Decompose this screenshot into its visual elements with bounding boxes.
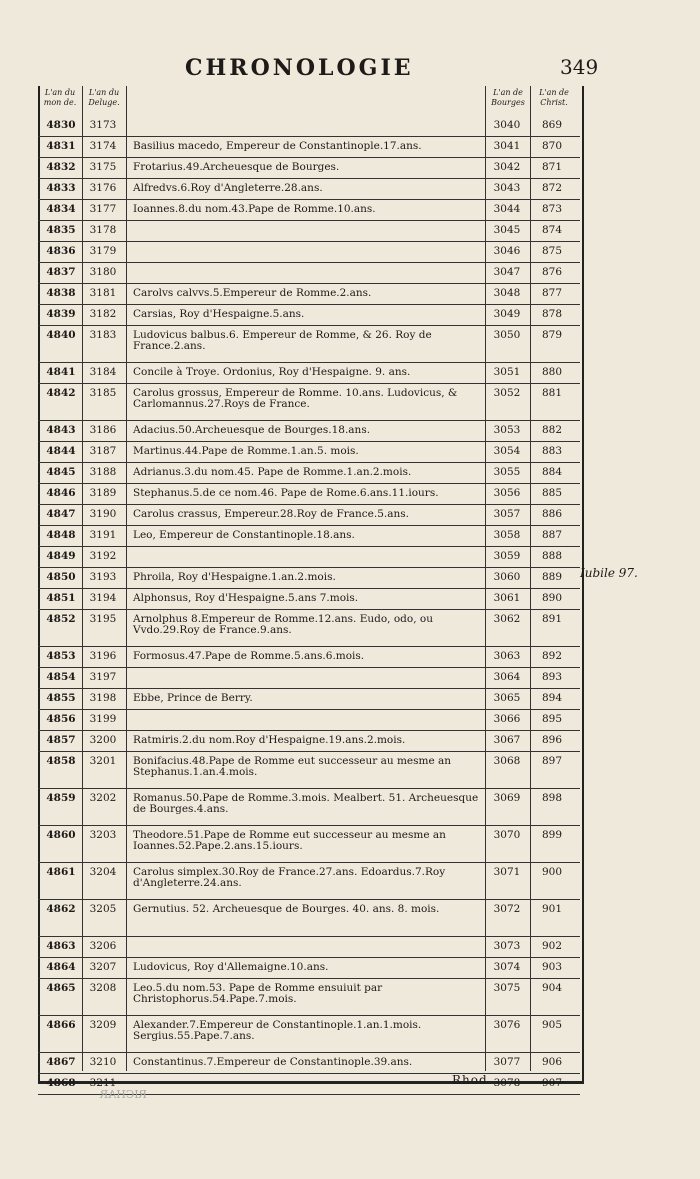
year-bourges-cell: 3056 [493,487,521,499]
year-bourges-cell: 3059 [493,550,521,562]
year-christ-cell: 906 [541,1056,563,1068]
table-row [38,200,580,221]
year-bourges-cell: 3077 [493,1056,521,1068]
event-cell: Martinus.44.Pape de Romme.1.an.5. mois. [133,445,359,457]
year-deluge-cell: 3195 [89,613,117,625]
event-cell: Formosus.47.Pape de Romme.5.ans.6.mois. [133,650,365,662]
event-cell: Carolus crassus, Empereur.28.Roy de France.5.ans. [133,508,409,520]
header-year-world: L'an du mon de. [43,88,77,107]
table-row [38,900,580,937]
year-christ-cell: 907 [541,1077,563,1089]
year-deluge-cell: 3196 [89,650,117,662]
header-year-deluge: L'an du Deluge. [88,88,120,107]
year-christ-cell: 873 [541,203,563,215]
event-cell: Carolus simplex.30.Roy de France.27.ans. Edoardus.7.Roy d'Angleterre.24.ans. [133,866,446,889]
year-christ-cell: 891 [541,613,563,625]
year-christ-cell: 895 [541,713,563,725]
year-world-cell: 4848 [46,529,76,541]
year-christ-cell: 898 [541,792,563,804]
year-bourges-cell: 3065 [493,692,521,704]
year-bourges-cell: 3044 [493,203,521,215]
table-row [38,647,580,668]
year-christ-cell: 894 [541,692,563,704]
event-cell: Bonifacius.48.Pape de Romme eut successeur au mesme an Stephanus.1.an.4.mois. [133,755,452,778]
year-christ-cell: 897 [541,755,563,767]
catchword: Rhod [452,1073,488,1087]
table-row [38,752,580,789]
table-row [38,463,580,484]
year-bourges-cell: 3040 [493,119,521,131]
table-row [38,221,580,242]
year-christ-cell: 904 [541,982,563,994]
year-deluge-cell: 3193 [89,571,117,583]
year-deluge-cell: 3189 [89,487,117,499]
table-row [38,284,580,305]
event-cell: Phroila, Roy d'Hespaigne.1.an.2.mois. [133,571,336,583]
year-deluge-cell: 3203 [89,829,117,841]
year-deluge-cell: 3179 [89,245,117,257]
year-deluge-cell: 3178 [89,224,117,236]
year-deluge-cell: 3174 [89,140,117,152]
year-christ-cell: 885 [541,487,563,499]
year-christ-cell: 884 [541,466,563,478]
year-christ-cell: 902 [541,940,563,952]
margin-note: Iubile 97. [580,566,638,580]
year-world-cell: 4860 [46,829,76,841]
year-world-cell: 4865 [46,982,76,994]
event-cell: Theodore.51.Pape de Romme eut successeur au mesme an Ioannes.52.Pape.2.ans.15.iours. [133,829,446,852]
event-cell: Ratmiris.2.du nom.Roy d'Hespaigne.19.ans.2.mois. [133,734,406,746]
year-christ-cell: 899 [541,829,563,841]
year-world-cell: 4849 [46,550,76,562]
year-world-cell: 4864 [46,961,76,973]
event-cell: Ludovicus balbus.6. Empereur de Romme, & 26. Roy de France.2.ans. [133,329,432,352]
table-row [38,326,580,363]
table-row [38,442,580,463]
year-christ-cell: 878 [541,308,563,320]
table-row [38,363,580,384]
page-header [0,55,700,85]
year-world-cell: 4846 [46,487,76,499]
table-row [38,421,580,442]
year-deluge-cell: 3210 [89,1056,117,1068]
year-deluge-cell: 3202 [89,792,117,804]
event-cell: Ludovicus, Roy d'Allemaigne.10.ans. [133,961,329,973]
year-world-cell: 4835 [46,224,76,236]
year-world-cell: 4844 [46,445,76,457]
event-cell: Arnolphus 8.Empereur de Romme.12.ans. Eudo, odo, ou Vvdo.29.Roy de France.9.ans. [133,613,433,636]
table-row [38,863,580,900]
year-world-cell: 4853 [46,650,76,662]
year-christ-cell: 893 [541,671,563,683]
year-world-cell: 4834 [46,203,76,215]
table-row [38,484,580,505]
table-row [38,589,580,610]
year-christ-cell: 874 [541,224,563,236]
running-head: CHRONOLOGIE [185,55,414,81]
year-deluge-cell: 3204 [89,866,117,878]
year-world-cell: 4868 [46,1077,76,1089]
year-deluge-cell: 3173 [89,119,117,131]
year-deluge-cell: 3194 [89,592,117,604]
year-bourges-cell: 3068 [493,755,521,767]
year-deluge-cell: 3205 [89,903,117,915]
year-bourges-cell: 3049 [493,308,521,320]
year-deluge-cell: 3177 [89,203,117,215]
year-bourges-cell: 3054 [493,445,521,457]
year-christ-cell: 896 [541,734,563,746]
year-world-cell: 4842 [46,387,76,399]
year-deluge-cell: 3182 [89,308,117,320]
year-christ-cell: 901 [541,903,563,915]
year-world-cell: 4840 [46,329,76,341]
year-christ-cell: 886 [541,508,563,520]
table-row [38,789,580,826]
event-cell: Leo, Empereur de Constantinople.18.ans. [133,529,355,541]
column-headers [38,86,580,116]
table-row [38,547,580,568]
year-bourges-cell: 3072 [493,903,521,915]
year-bourges-cell: 3045 [493,224,521,236]
year-bourges-cell: 3075 [493,982,521,994]
event-cell: Adacius.50.Archeuesque de Bourges.18.ans. [133,424,371,436]
event-cell: Alexander.7.Empereur de Constantinople.1.an.1.mois. Sergius.55.Pape.7.ans. [133,1019,422,1042]
year-world-cell: 4866 [46,1019,76,1031]
year-deluge-cell: 3207 [89,961,117,973]
year-bourges-cell: 3048 [493,287,521,299]
event-cell: Ebbe, Prince de Berry. [133,692,253,704]
year-bourges-cell: 3055 [493,466,521,478]
year-christ-cell: 882 [541,424,563,436]
year-christ-cell: 880 [541,366,563,378]
year-world-cell: 4832 [46,161,76,173]
year-deluge-cell: 3180 [89,266,117,278]
year-world-cell: 4851 [46,592,76,604]
table-row [38,826,580,863]
year-world-cell: 4854 [46,671,76,683]
year-deluge-cell: 3186 [89,424,117,436]
year-world-cell: 4843 [46,424,76,436]
year-bourges-cell: 3043 [493,182,521,194]
year-christ-cell: 887 [541,529,563,541]
year-deluge-cell: 3184 [89,366,117,378]
year-world-cell: 4861 [46,866,76,878]
year-world-cell: 4845 [46,466,76,478]
year-bourges-cell: 3057 [493,508,521,520]
table-row [38,384,580,421]
year-world-cell: 4838 [46,287,76,299]
table-row [38,242,580,263]
year-bourges-cell: 3061 [493,592,521,604]
year-bourges-cell: 3052 [493,387,521,399]
event-cell: Carsias, Roy d'Hespaigne.5.ans. [133,308,305,320]
table-row [38,116,580,137]
table-row [38,937,580,958]
year-bourges-cell: 3053 [493,424,521,436]
year-christ-cell: 892 [541,650,563,662]
year-christ-cell: 903 [541,961,563,973]
table-row [38,505,580,526]
year-deluge-cell: 3181 [89,287,117,299]
year-deluge-cell: 3192 [89,550,117,562]
event-cell: Gernutius. 52. Archeuesque de Bourges. 40. ans. 8. mois. [133,903,440,915]
table-row [38,979,580,1016]
year-christ-cell: 879 [541,329,563,341]
year-deluge-cell: 3199 [89,713,117,725]
year-bourges-cell: 3042 [493,161,521,173]
year-deluge-cell: 3185 [89,387,117,399]
year-christ-cell: 900 [541,866,563,878]
bleed-through-text: RICHAR [100,1088,147,1101]
year-world-cell: 4857 [46,734,76,746]
year-world-cell: 4847 [46,508,76,520]
year-bourges-cell: 3064 [493,671,521,683]
event-cell: Alphonsus, Roy d'Hespaigne.5.ans 7.mois. [133,592,359,604]
event-cell: Basilius macedo, Empereur de Constantinople.17.ans. [133,140,422,152]
year-world-cell: 4859 [46,792,76,804]
event-cell: Frotarius.49.Archeuesque de Bourges. [133,161,340,173]
year-deluge-cell: 3211 [89,1077,117,1089]
year-deluge-cell: 3201 [89,755,117,767]
table-body [38,116,580,1095]
year-world-cell: 4830 [46,119,76,131]
year-christ-cell: 869 [541,119,563,131]
year-world-cell: 4855 [46,692,76,704]
table-row [38,568,580,589]
year-world-cell: 4852 [46,613,76,625]
table-row [38,1016,580,1053]
year-bourges-cell: 3051 [493,366,521,378]
year-world-cell: 4837 [46,266,76,278]
year-world-cell: 4839 [46,308,76,320]
table-row [38,526,580,547]
event-cell: Stephanus.5.de ce nom.46. Pape de Rome.6.ans.11.iours. [133,487,439,499]
year-bourges-cell: 3069 [493,792,521,804]
table-row [38,305,580,326]
event-cell: Leo.5.du nom.53. Pape de Romme ensuiuit par Christophorus.54.Pape.7.mois. [133,982,383,1005]
header-year-christ: L'an de Christ. [539,88,569,107]
year-christ-cell: 870 [541,140,563,152]
table-row [38,263,580,284]
event-cell: Carolvs calvvs.5.Empereur de Romme.2.ans. [133,287,372,299]
year-deluge-cell: 3188 [89,466,117,478]
year-deluge-cell: 3209 [89,1019,117,1031]
event-cell: Constantinus.7.Empereur de Constantinople.39.ans. [133,1056,413,1068]
header-year-bourges: L'an de Bourges [491,88,525,107]
year-deluge-cell: 3183 [89,329,117,341]
year-bourges-cell: 3060 [493,571,521,583]
year-bourges-cell: 3067 [493,734,521,746]
year-world-cell: 4862 [46,903,76,915]
table-row [38,958,580,979]
table-row [38,158,580,179]
year-world-cell: 4836 [46,245,76,257]
year-deluge-cell: 3206 [89,940,117,952]
year-bourges-cell: 3076 [493,1019,521,1031]
year-christ-cell: 876 [541,266,563,278]
year-bourges-cell: 3070 [493,829,521,841]
year-christ-cell: 881 [541,387,563,399]
year-christ-cell: 889 [541,571,563,583]
year-christ-cell: 877 [541,287,563,299]
table-row [38,179,580,200]
year-bourges-cell: 3073 [493,940,521,952]
year-deluge-cell: 3208 [89,982,117,994]
event-cell: Romanus.50.Pape de Romme.3.mois. Mealbert. 51. Archeuesque de Bourges.4.ans. [133,792,479,815]
year-bourges-cell: 3050 [493,329,521,341]
event-cell: Adrianus.3.du nom.45. Pape de Romme.1.an.2.mois. [133,466,412,478]
year-deluge-cell: 3190 [89,508,117,520]
year-deluge-cell: 3175 [89,161,117,173]
year-deluge-cell: 3191 [89,529,117,541]
event-cell: Ioannes.8.du nom.43.Pape de Romme.10.ans. [133,203,376,215]
year-christ-cell: 905 [541,1019,563,1031]
year-world-cell: 4833 [46,182,76,194]
year-bourges-cell: 3041 [493,140,521,152]
year-deluge-cell: 3197 [89,671,117,683]
year-world-cell: 4863 [46,940,76,952]
year-christ-cell: 871 [541,161,563,173]
table-row [38,668,580,689]
year-world-cell: 4841 [46,366,76,378]
year-christ-cell: 875 [541,245,563,257]
year-christ-cell: 872 [541,182,563,194]
year-bourges-cell: 3047 [493,266,521,278]
year-bourges-cell: 3062 [493,613,521,625]
year-deluge-cell: 3198 [89,692,117,704]
table-row [38,731,580,752]
year-bourges-cell: 3063 [493,650,521,662]
year-bourges-cell: 3066 [493,713,521,725]
page-number: 349 [560,55,599,79]
year-christ-cell: 890 [541,592,563,604]
year-world-cell: 4856 [46,713,76,725]
year-bourges-cell: 3071 [493,866,521,878]
table-row [38,610,580,647]
year-bourges-cell: 3078 [493,1077,521,1089]
year-christ-cell: 888 [541,550,563,562]
year-bourges-cell: 3074 [493,961,521,973]
year-world-cell: 4850 [46,571,76,583]
table-row [38,689,580,710]
year-world-cell: 4831 [46,140,76,152]
year-christ-cell: 883 [541,445,563,457]
year-bourges-cell: 3058 [493,529,521,541]
event-cell: Alfredvs.6.Roy d'Angleterre.28.ans. [133,182,323,194]
year-deluge-cell: 3200 [89,734,117,746]
table-row [38,710,580,731]
year-world-cell: 4858 [46,755,76,767]
year-deluge-cell: 3187 [89,445,117,457]
table-row [38,137,580,158]
event-cell: Concile à Troye. Ordonius, Roy d'Hespaigne. 9. ans. [133,366,411,378]
year-bourges-cell: 3046 [493,245,521,257]
year-deluge-cell: 3176 [89,182,117,194]
table-row [38,1053,580,1074]
year-world-cell: 4867 [46,1056,76,1068]
event-cell: Carolus grossus, Empereur de Romme. 10.ans. Ludovicus, & Carlomannus.27.Roys de France. [133,387,458,410]
